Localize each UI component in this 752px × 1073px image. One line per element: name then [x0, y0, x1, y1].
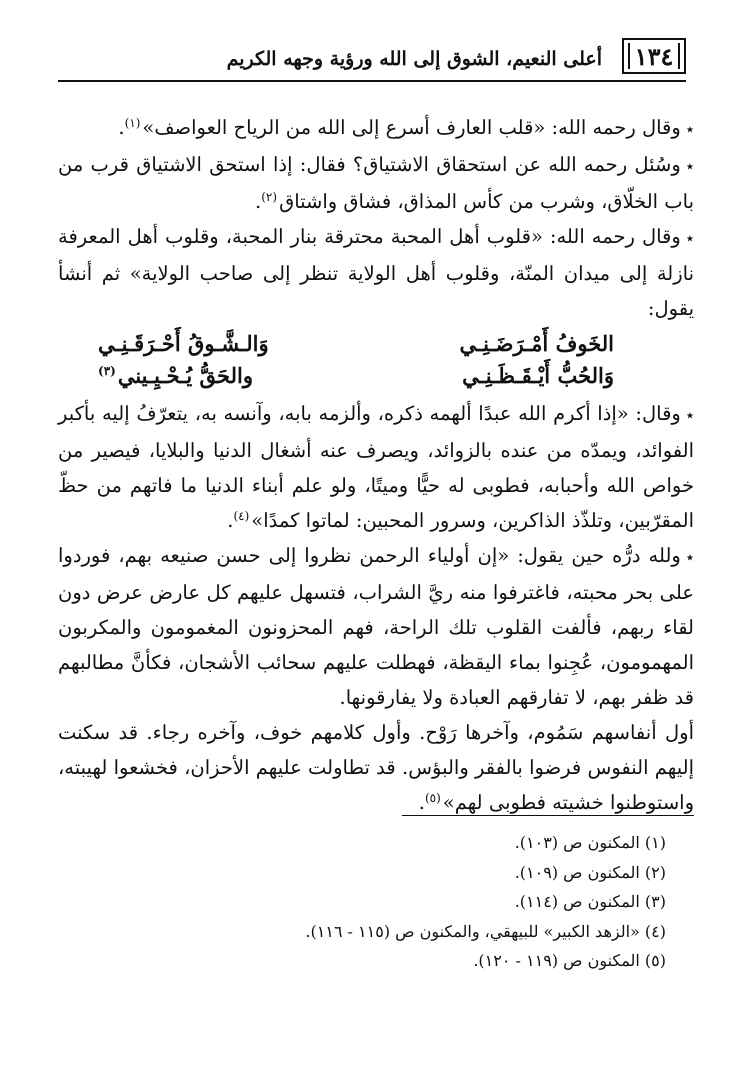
poem-hemistich: وَالحُبُّ أَيْـقَـظَـنِـي [462, 363, 614, 388]
footnote-divider [402, 815, 694, 816]
footnote-ref[interactable]: (٢) [261, 189, 278, 204]
footnote-5: (٥) المكنون ص (١١٩ - ١٢٠). [473, 951, 666, 970]
poem-hemistich: وَالـشَّـوقُ أَحْـرَقَـنِـي [98, 331, 269, 356]
paragraph-end: . [227, 509, 234, 532]
poem-hemistich-with-ref [98, 360, 253, 392]
main-text [58, 110, 694, 820]
paragraph-end: . [418, 791, 425, 814]
paragraph-3 [58, 219, 694, 326]
footnotes [146, 828, 666, 976]
paragraph-1 [58, 110, 694, 147]
running-title: أعلى النعيم، الشوق إلى الله ورؤية وجهه الكريم [226, 48, 602, 70]
footnote-3: (٣) المكنون ص (١١٤). [514, 892, 666, 911]
footnote-ref[interactable]: (٤) [233, 508, 250, 523]
paragraph-2 [58, 147, 694, 219]
paragraph-4 [58, 396, 694, 538]
paragraph-text: وقال رحمه الله: «قلب العارف أسرع إلى الله من الرياح العواصف» [142, 116, 681, 139]
page-header [58, 34, 686, 84]
header-divider [58, 80, 686, 82]
poem-hemistich: والحَقُّ يُـحْـيِـيني [117, 363, 253, 388]
asterisk-icon: ٭ [685, 406, 694, 424]
poem-line-1 [58, 328, 694, 360]
asterisk-icon: ٭ [685, 548, 694, 566]
poem-hemistich: الخَوفُ أَمْـرَضَـنِـي [459, 331, 614, 356]
poem-line-2 [58, 360, 694, 392]
paragraph-text: أول أنفاسهم سَمُوم، وآخرها رَوْح. وأول كلامهم خوف، وآخره رجاء. قد سكنت إليهم النفوس فرضوا بالفقر والبؤس. قد تطاولت عليهم الأحزان، فخشعوا لهيبته، واستوطنوا خشيته فطوبى لهم» [58, 721, 694, 814]
paragraph-end: . [255, 190, 262, 213]
paragraph-end: . [118, 116, 125, 139]
paragraph-text: وقال: «إذا أكرم الله عبدًا ألهمه ذكره، وألزمه بابه، وآنسه به، يتعرّفُ إليه بأكبر الفوائد، ويمدّه من عنده بالزوائد، ويصرف عنه أشغال الدنيا والبلايا، فيصير من خواص الله وأحبابه، فطوبى له حيًّا وميتًا، ولو علم أبناء الدنيا ما فاتهم من حظّ المقرّبين، وتلذّذ الذاكرين، وسرور المحبين: لماتوا كمدًا» [58, 402, 694, 532]
paragraph-6 [58, 715, 694, 820]
footnote-ref[interactable]: (٥) [424, 790, 441, 805]
footnote-2: (٢) المكنون ص (١٠٩). [514, 862, 666, 882]
poem [58, 328, 694, 392]
asterisk-icon: ٭ [685, 157, 694, 175]
page-number: ١٣٤ [622, 38, 686, 74]
footnote-1: (١) المكنون ص (١٠٣). [514, 833, 666, 852]
footnote-ref[interactable]: (٣) [98, 364, 116, 378]
asterisk-icon: ٭ [685, 120, 694, 138]
asterisk-icon: ٭ [685, 229, 694, 247]
paragraph-5 [58, 538, 694, 715]
footnote-ref[interactable]: (١) [124, 115, 141, 130]
paragraph-text: وقال رحمه الله: «قلوب أهل المحبة محترقة بنار المحبة، وقلوب أهل المعرفة نازلة إلى ميدان المنّة، وقلوب أهل الولاية تنظر إلى صاحب الولاية» ثم أنشأ يقول: [58, 225, 694, 320]
footnote-4: (٤) «الزهد الكبير» للبيهقي، والمكنون ص (١١٥ - ١١٦). [305, 921, 666, 941]
paragraph-text: ولله درُّه حين يقول: «إن أولياء الرحمن نظروا إلى حسن صنيعه بهم، فوردوا على بحر محبته، فاغترفوا منه ريَّ الشراب، فتسهل عليهم كل عارض عرض دون لقاء ربهم، فألفت القلوب تلك الراحة، فهم المحزونون المغمومون والمكربون المهمومون، عُجِنوا بماء اليقظة، فهطلت عليهم سحائب الأشجان، فكأنَّ مطالبهم قد ظفر بهم، لا تفارقهم العبادة ولا يفارقونها. [58, 544, 694, 709]
paragraph-text: وسُئل رحمه الله عن استحقاق الاشتياق؟ فقال: إذا استحق الاشتياق قرب من باب الخلّاق، وشرب من كأس المذاق، فشاق واشتاق [58, 153, 694, 213]
